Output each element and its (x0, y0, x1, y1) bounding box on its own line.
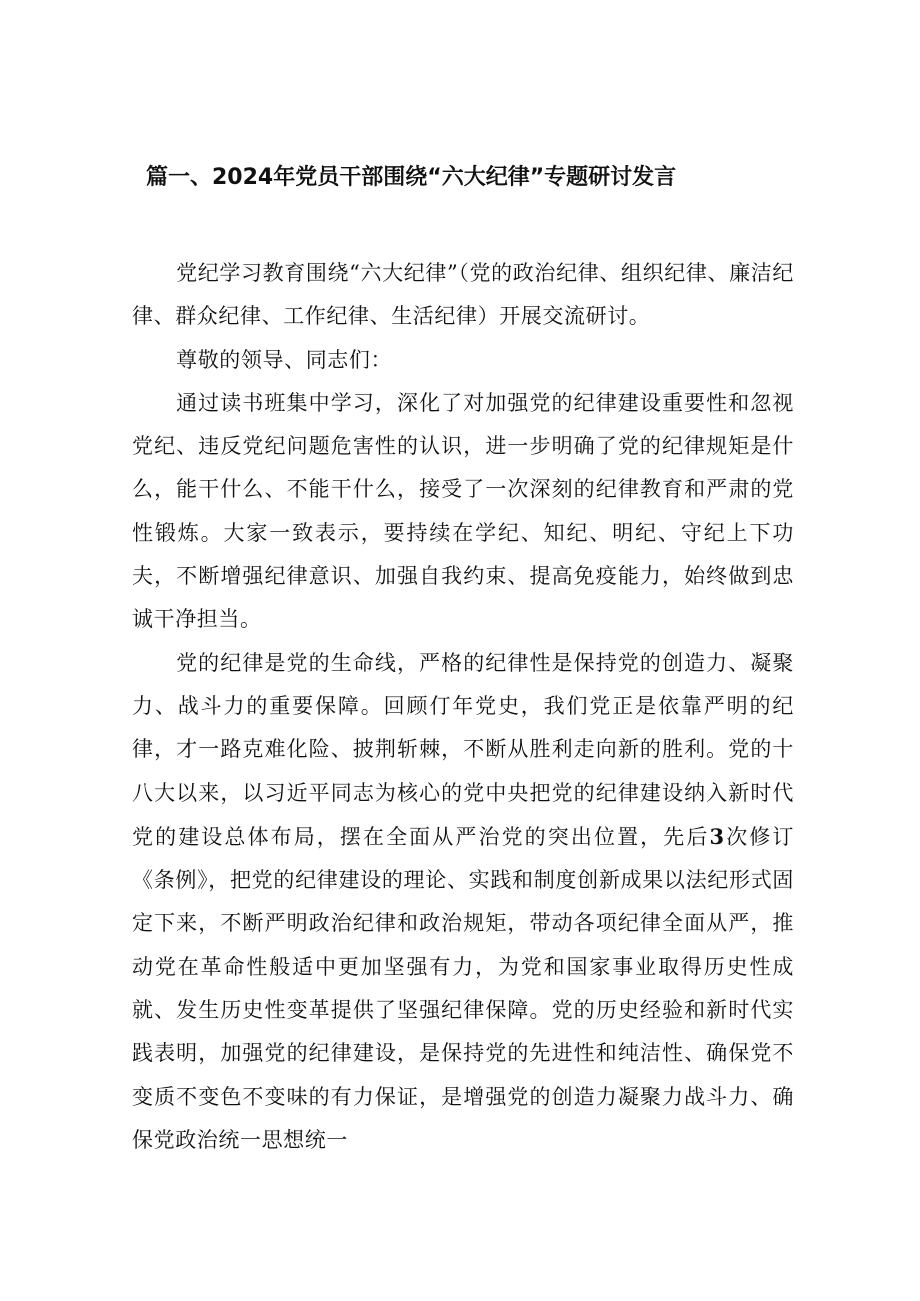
paragraph-study: 通过读书班集中学习，深化了对加强党的纪律建设重要性和忽视党纪、违反党纪问题危害性的认识，进一步明确了党的纪律规矩是什么，能干什么、不能干什么，接受了一次深刻的纪律教育和严肃的党性锻炼。大家一致表示，要持续在学纪、知纪、明纪、守纪上下功夫，不断增强纪律意识、加强自我约束、提高免疫能力，始终做到忠诚干净担当。 (132, 390, 794, 632)
paragraph-discipline-history (132, 642, 794, 1163)
document-title: 篇一、2024年党员干部围绕“六大纪律”专题研讨发言 (146, 165, 677, 190)
paragraph-intro: 党纪学习教育围绕“六大纪律”（党的政治纪律、组织纪律、廉洁纪律、群众纪律、工作纪律、生活纪律）开展交流研讨。 (132, 261, 794, 329)
paragraph-discipline-history-part1: 党的纪律是党的生命线，严格的纪律性是保持党的创造力、凝聚力、战斗力的重要保障。回顾仃年党史，我们党正是依靠严明的纪律，才一路克难化险、披荆斩棘，不断从胜利走向新的胜利。党的十八大以来，以习近平同志为核心的党中央把党的纪律建设纳入新时代党的建设总体布局，摆在全面从严治党的突出位置，先后 (132, 650, 794, 849)
paragraph-discipline-history-part2: 次修订《条例》，把党的纪律建设的理论、实践和制度创新成果以法纪形式固定下来，不断严明政治纪律和政治规矩，带动各项纪律全面从严，推动党在革命性般适中更加坚强有力，为党和国家事业取得历史性成就、发生历史性变革提供了坚强纪律保障。党的历史经验和新时代实践表明，加强党的纪律建设，是保持党的先进性和纯洁性、确保党不变质不变色不变味的有力保证，是增强党的创造力凝聚力战斗力、确保党政治统一思想统一 (132, 824, 794, 1152)
document-body (132, 252, 794, 1162)
revision-count: 3 (709, 823, 725, 849)
paragraph-salutation: 尊敬的领导、同志们： (176, 347, 393, 372)
